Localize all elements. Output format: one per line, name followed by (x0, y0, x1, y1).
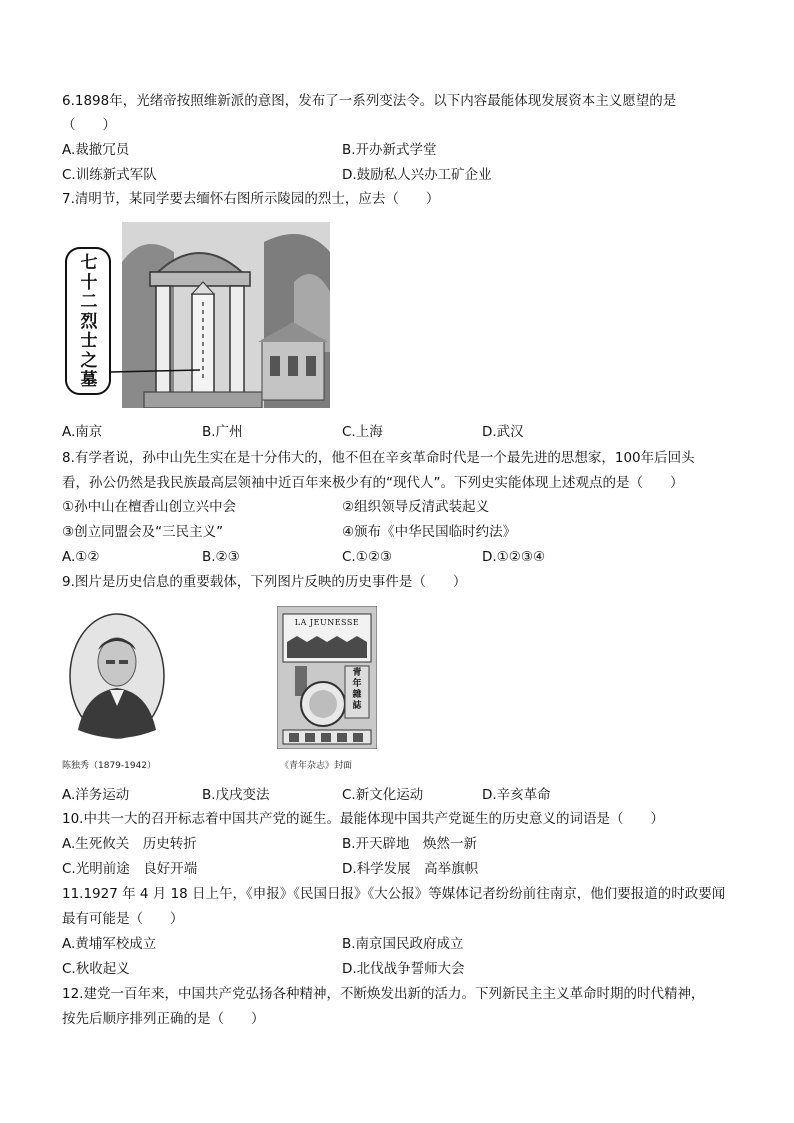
q10-stem: 10.中共一大的召开标志着中国共产党的诞生。最能体现中国共产党诞生的历史意义的词语是（ ） (62, 811, 664, 827)
q12-stem-line1: 12.建党一百年来，中国共产党弘扬各种精神，不断焕发出新的活力。下列新民主主义革命时期的时代精神， (62, 986, 705, 1002)
q11-option-a: A.黄埔军校成立 (62, 936, 157, 952)
q9-option-a: A.洋务运动 (62, 787, 130, 803)
q6-stem: 6.1898年，光绪帝按照维新派的意图，发布了一系列变法令。以下内容最能体现发展资本主义愿望的是 (62, 93, 677, 109)
tomb-label-char: 十 (80, 272, 98, 293)
q8-item-2: ②组织领导反清武装起义 (342, 499, 490, 515)
q9-option-d: D.辛亥革命 (482, 787, 551, 803)
tomb-label-char: 墓 (80, 370, 98, 390)
magazine-caption: 《青年杂志》封面 (280, 761, 353, 771)
magazine-side-title (348, 668, 366, 712)
martyrs-tomb-photo (64, 222, 330, 408)
q11-option-d: D.北伐战争誓师大会 (342, 961, 465, 977)
q8-option-d: D.①②③④ (482, 549, 546, 565)
magazine-side-char: 雜 (352, 690, 362, 700)
q9-option-b: B.戊戌变法 (202, 787, 270, 803)
q8-stem-line2: 看，孙公仍然是我民族最高层领袖中近百年来极少有的“现代人”。下列史实能体现上述观点的是（ ） (62, 475, 684, 491)
magazine-title: LA JEUNESSE (294, 618, 360, 627)
magazine-side-char: 青 (352, 668, 362, 678)
magazine-side-char: 年 (352, 679, 362, 689)
portrait-illustration (66, 610, 168, 750)
q8-item-1: ①孙中山在檀香山创立兴中会 (62, 499, 237, 515)
q6-option-d: D.鼓励私人兴办工矿企业 (342, 167, 492, 183)
portrait-caption: 陈独秀（1879-1942） (62, 761, 157, 771)
q11-stem-line1: 11.1927 年 4 月 18 日上午，《申报》《民国日报》《大公报》等媒体记者纷纷前往南京，他们要报道的时政要闻 (62, 886, 726, 902)
q8-item-4: ④颁布《中华民国临时约法》 (342, 524, 517, 540)
q8-stem-line1: 8.有学者说，孙中山先生实在是十分伟大的，他不但在辛亥革命时代是一个最先进的思想家，100年后回头 (62, 450, 695, 466)
q11-option-c: C.秋收起义 (62, 961, 130, 977)
tomb-label-char: 二 (80, 292, 98, 312)
q10-option-d: D.科学发展 高举旗帜 (342, 861, 479, 877)
q7-option-b: B.广州 (202, 424, 243, 440)
q8-option-b: B.②③ (202, 549, 240, 565)
q7-option-a: A.南京 (62, 424, 103, 440)
q7-stem: 7.清明节，某同学要去缅怀右图所示陵园的烈士，应去（ ） (62, 191, 440, 207)
q10-option-b: B.开天辟地 焕然一新 (342, 836, 478, 852)
q6-paren: （ ） (62, 117, 116, 133)
q8-option-a: A.①② (62, 549, 100, 565)
q7-option-c: C.上海 (342, 424, 383, 440)
q11-stem-line2: 最有可能是（ ） (62, 911, 184, 927)
tomb-label (72, 254, 106, 391)
q7-option-d: D.武汉 (482, 424, 524, 440)
youth-magazine-cover (277, 606, 377, 749)
chen-duxiu-portrait (66, 610, 168, 750)
tomb-label-char: 士 (80, 331, 98, 351)
tomb-label-char: 烈 (80, 311, 98, 332)
tomb-label-char: 七 (80, 253, 98, 273)
q8-option-c: C.①②③ (342, 549, 393, 565)
q9-option-c: C.新文化运动 (342, 787, 424, 803)
q9-stem: 9.图片是历史信息的重要载体，下列图片反映的历史事件是（ ） (62, 574, 467, 590)
q10-option-c: C.光明前途 良好开端 (62, 861, 198, 877)
q12-stem-line2: 按先后顺序排列正确的是（ ） (62, 1011, 265, 1027)
tomb-label-char: 之 (80, 350, 98, 371)
q6-option-b: B.开办新式学堂 (342, 142, 437, 158)
q10-option-a: A.生死攸关 历史转折 (62, 836, 197, 852)
q6-option-c: C.训练新式军队 (62, 167, 157, 183)
q11-option-b: B.南京国民政府成立 (342, 936, 464, 952)
q8-item-3: ③创立同盟会及“三民主义” (62, 524, 224, 540)
q6-option-a: A.裁撤冗员 (62, 142, 130, 158)
magazine-side-char: 誌 (352, 701, 362, 711)
